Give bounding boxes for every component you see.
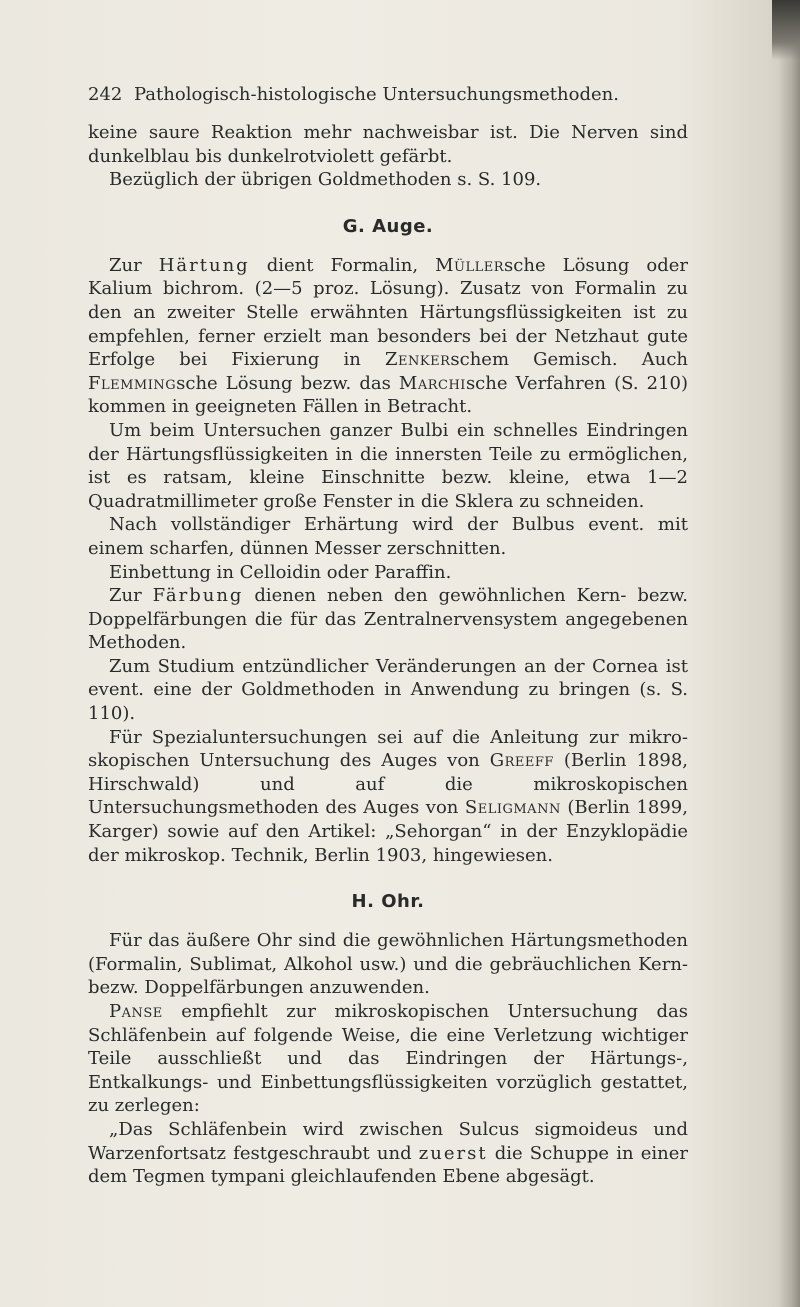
running-header bbox=[88, 80, 688, 110]
page-corner-shadow bbox=[772, 0, 800, 60]
section-heading-ohr: H. Ohr. bbox=[351, 891, 425, 913]
auge-paragraph-haertung: Zur Härtung dient Formalin, Müllersche Lösung oder Kalium bichrom. (2—5 proz. Lösung). Zusatz von Formalin zu den an zweiter Stelle erwähnten Härtungsflüssigkeiten ist zu empfehlen, ferner erzielt man besonders bei der Netzhaut gute Erfolge bei Fixierung in Zenkerschem Gemisch. Auch Flemmingsche Lösung bezw. das Marchische Verfahren (S. 210) kommen in geeigneten Fällen in Betracht. bbox=[88, 254, 688, 418]
section-heading-auge: G. Auge. bbox=[342, 215, 434, 237]
page-number: 242 bbox=[88, 84, 123, 105]
auge-paragraph-bulbi: Um beim Untersuchen ganzer Bulbi ein schnelles Eindringen der Härtungsflüssigkeiten in die innersten Teile zu ermöglichen, ist es ratsam, kleine Einschnitte bezw. kleine, etwa 1—2 Quadratmillimeter große Fenster in die Sklera zu schneiden. bbox=[88, 419, 688, 512]
page-edge-shadow bbox=[778, 0, 800, 1307]
auge-paragraph-erhaertung: Nach vollständiger Erhärtung wird der Bulbus event. mit einem scharfen, dünnen Messer zerschnitten. bbox=[88, 514, 688, 559]
intro-reference: Bezüglich der übrigen Goldmethoden s. S. 109. bbox=[109, 169, 542, 191]
intro-paragraph: keine saure Reaktion mehr nachweisbar ist. Die Nerven sind dunkelblau bis dunkelrotviolett gefärbt. bbox=[88, 122, 688, 167]
ohr-paragraph-aeusseres-ohr: Für das äußere Ohr sind die gewöhnlichen Härtungsmethoden (Formalin, Sublimat, Alkohol usw.) und die gebräuchlichen Kern- bezw. Doppelfärbungen anzuwenden. bbox=[88, 930, 688, 999]
ohr-paragraph-panse: Panse empfiehlt zur mikroskopischen Untersuchung das Schläfenbein auf folgende Weise, die eine Verletzung wichtiger Teile ausschließt und das Eindringen der Härtungs-, Entkalkungs- und Einbettungsflüssigkeiten vorzüglich gestattet, zu zerlegen: bbox=[88, 1001, 688, 1117]
ohr-paragraph-zitat: „Das Schläfenbein wird zwischen Sulcus sigmoideus und Warzenfortsatz festgeschraubt und zuerst die Schuppe in einer dem Tegmen tympani gleichlaufenden Ebene abgesägt. bbox=[88, 1118, 688, 1188]
auge-paragraph-literatur: Für Spezialuntersuchungen sei auf die Anleitung zur mikroskopischen Untersuchung des Auges von Greeff (Berlin 1898, Hirschwald) und auf die mikroskopischen Untersuchungsmethoden des Auges von Seligmann (Berlin 1899, Karger) sowie auf den Artikel: „Sehorgan“ in der Enzyklopädie der mikroskop. Technik, Berlin 1903, hingewiesen. bbox=[88, 726, 688, 866]
body-text bbox=[88, 121, 688, 1189]
auge-paragraph-faerbung: Zur Färbung dienen neben den gewöhnlichen Kern- bezw. Doppelfärbungen die für das Zentralnervensystem angegebenen Methoden. bbox=[88, 585, 688, 654]
auge-paragraph-einbettung: Einbettung in Celloidin oder Paraffin. bbox=[109, 561, 452, 583]
auge-paragraph-cornea: Zum Studium entzündlicher Veränderungen an der Cornea ist event. eine der Goldmethoden in Anwendung zu bringen (s. S. 110). bbox=[88, 655, 688, 725]
running-title: Pathologisch-histologische Untersuchungsmethoden. bbox=[134, 84, 619, 105]
